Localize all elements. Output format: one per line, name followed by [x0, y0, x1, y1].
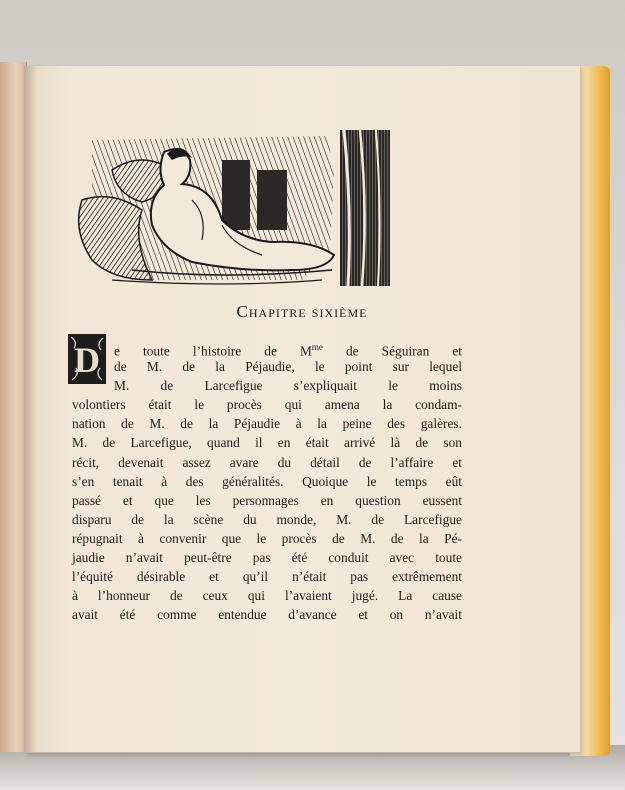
left-page-edge: [0, 62, 27, 752]
text-line: s’en tenait à des généralités. Quoique le temps eût: [72, 473, 462, 489]
book-page: [24, 66, 580, 753]
page-gutter-shadow: [24, 66, 38, 752]
drop-cap-letter: D: [74, 340, 100, 380]
chapter-title-text: Chapitre sixième: [236, 302, 368, 321]
text-line: répugnait à convenir que le procès de M. de la Pé-: [72, 530, 462, 546]
text-line: disparu de la scène du monde, M. de Larcefigue: [72, 511, 462, 527]
text-line: volontiers était le procès qui amena la condam-: [72, 397, 462, 413]
text-line: de M. de la Péjaudie, le point sur lequel: [114, 359, 462, 375]
text-line: nation de M. de la Péjaudie à la peine des galères.: [72, 416, 462, 432]
text-line: avait été comme entendue d’avance et on n’avait: [72, 607, 462, 623]
text-line: jaudie n’avait peut-être pas été conduit avec toute: [72, 550, 462, 566]
text-line: M. de Larcefigue s’expliquait le moins: [114, 378, 462, 394]
text-line: passé et que les personnages en question eussent: [72, 492, 462, 508]
text-line: l’équité désirable et qu’il n’était pas extrêmement: [72, 569, 462, 585]
text-line: e toute l’histoire de $M^{me}$ de Séguiran et: [114, 342, 462, 359]
chapter-title: [24, 302, 580, 322]
text-line: à l’honneur de ceux qui l’avaient jugé. La cause: [72, 588, 462, 604]
text-line: M. de Larcefigue, quand il en était arrivé là de son: [72, 435, 462, 451]
reclining-nude-woodcut-icon: [72, 130, 402, 288]
chapter-body-text: [72, 338, 462, 624]
text-line: récit, devenait assez avare du détail de l’affaire et: [72, 454, 462, 470]
